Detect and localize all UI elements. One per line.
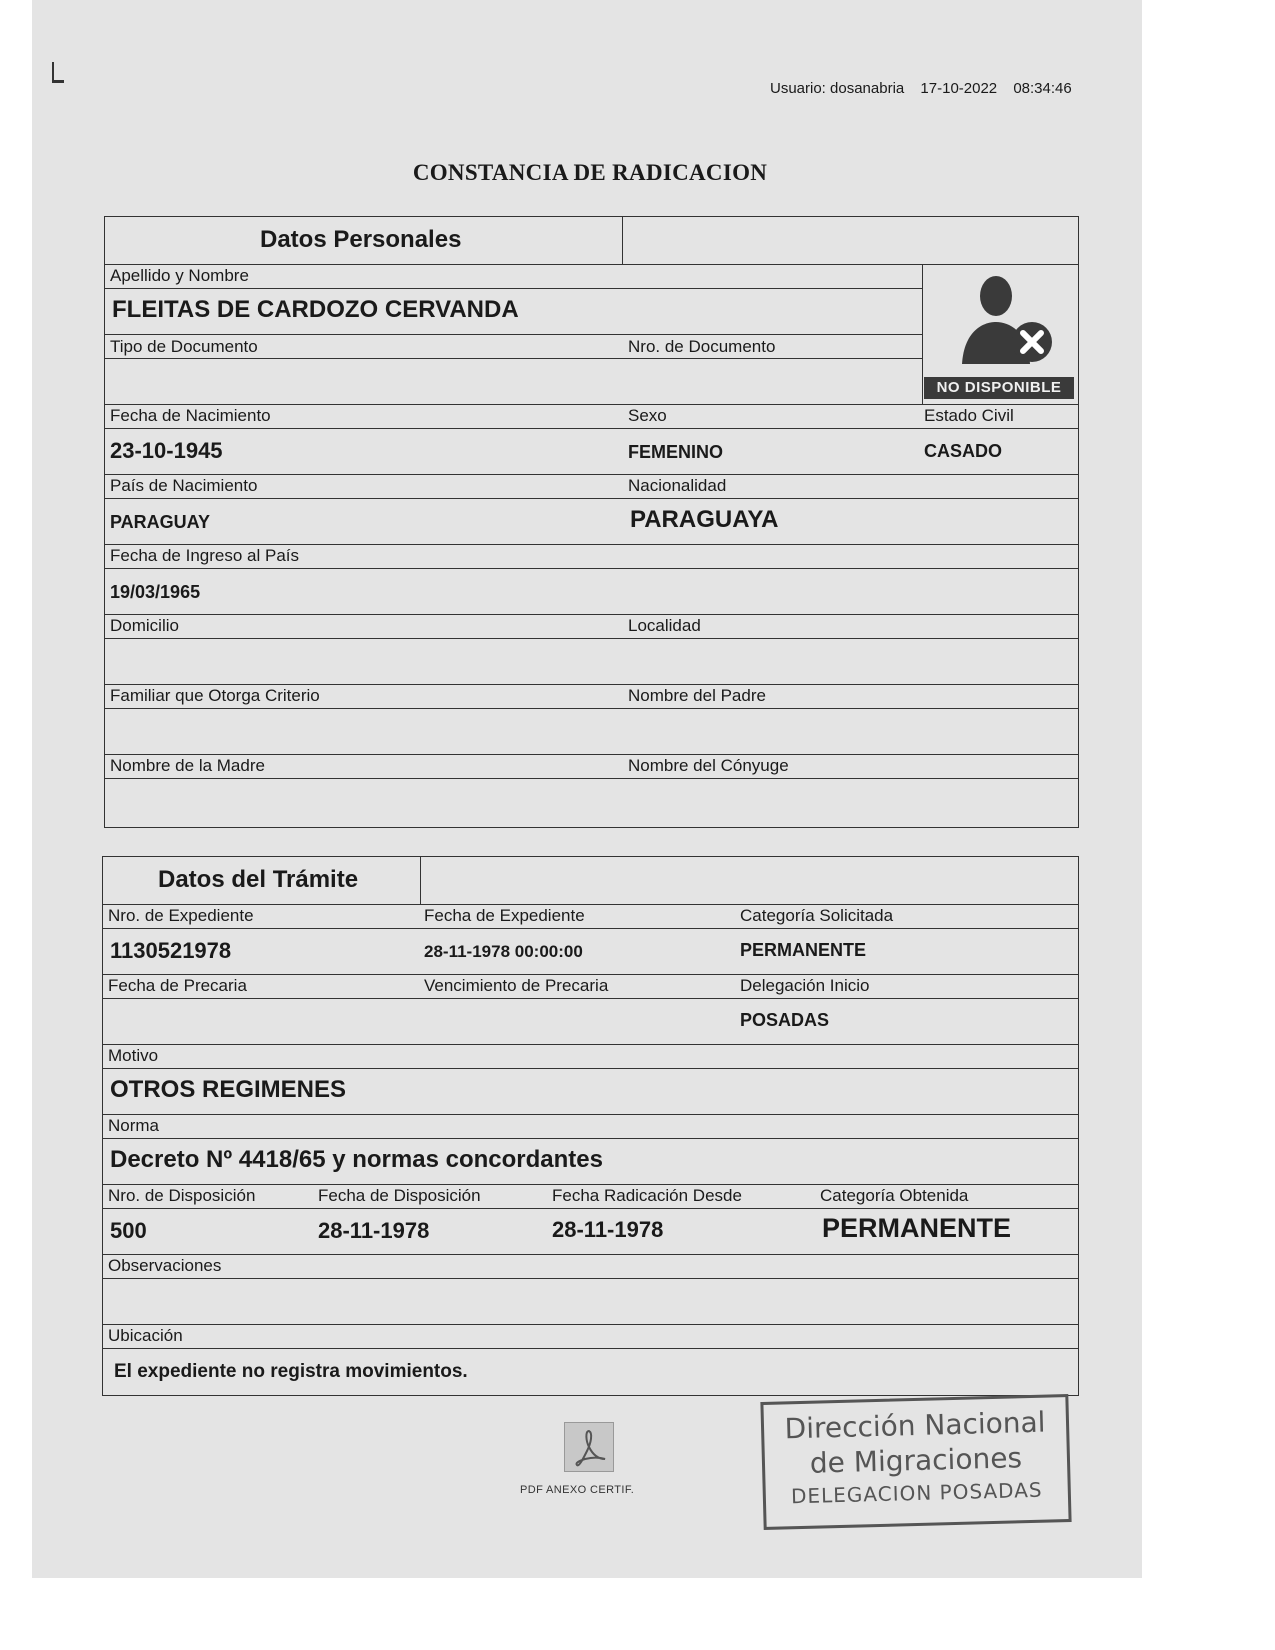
personal-section-title: Datos Personales: [260, 226, 462, 253]
stamp-line-2: de Migraciones: [809, 1441, 1023, 1480]
apellido-label: Apellido y Nombre: [110, 266, 249, 285]
tramite-data-box: [102, 856, 1079, 1396]
print-date: 17-10-2022: [920, 80, 998, 97]
fecha-precaria-label: Fecha de Precaria: [108, 976, 247, 995]
tipo-doc-label: Tipo de Documento: [110, 337, 258, 356]
user-stamp: [770, 80, 1084, 97]
fecha-ingreso-value: 19/03/1965: [110, 582, 201, 602]
localidad-label: Localidad: [628, 616, 701, 635]
pdf-glyph-icon: [565, 1423, 613, 1471]
norma-value: Decreto Nº 4418/65 y normas concordantes: [110, 1146, 603, 1173]
delegacion-label: Delegación Inicio: [740, 976, 870, 995]
nro-doc-label: Nro. de Documento: [628, 337, 776, 356]
expediente-label: Nro. de Expediente: [108, 906, 254, 925]
fecha-nac-value: 23-10-1945: [110, 438, 223, 463]
padre-label: Nombre del Padre: [628, 686, 766, 705]
ubicacion-label: Ubicación: [108, 1326, 183, 1345]
fecha-exp-value: 28-11-1978 00:00:00: [424, 942, 583, 961]
observaciones-label: Observaciones: [108, 1256, 222, 1275]
fecha-rad-value: 28-11-1978: [552, 1217, 664, 1242]
official-stamp: [760, 1394, 1071, 1530]
disposicion-value: 500: [110, 1218, 147, 1243]
categoria-sol-value: PERMANENTE: [740, 940, 867, 960]
nacionalidad-label: Nacionalidad: [628, 476, 727, 495]
categoria-sol-label: Categoría Solicitada: [740, 906, 894, 925]
fecha-disp-value: 28-11-1978: [318, 1218, 430, 1243]
pdf-icon[interactable]: [564, 1422, 614, 1472]
motivo-label: Motivo: [108, 1046, 159, 1065]
fecha-nac-label: Fecha de Nacimiento: [110, 406, 271, 425]
conyuge-label: Nombre del Cónyuge: [628, 756, 789, 775]
tramite-section-title: Datos del Trámite: [158, 866, 359, 893]
expediente-value: 1130521978: [110, 938, 232, 963]
pdf-caption[interactable]: PDF ANEXO CERTIF.: [520, 1484, 635, 1496]
sexo-value: FEMENINO: [628, 442, 724, 462]
domicilio-label: Domicilio: [110, 616, 179, 635]
fecha-exp-label: Fecha de Expediente: [424, 906, 585, 925]
familiar-label: Familiar que Otorga Criterio: [110, 686, 320, 705]
corner-mark: [52, 62, 64, 83]
estado-civil-label: Estado Civil: [924, 406, 1014, 425]
ubicacion-value: El expediente no registra movimientos.: [114, 1361, 468, 1382]
madre-label: Nombre de la Madre: [110, 756, 265, 775]
fecha-rad-label: Fecha Radicación Desde: [552, 1186, 742, 1205]
fecha-disp-label: Fecha de Disposición: [318, 1186, 481, 1205]
stamp-line-3: DELEGACION POSADAS: [790, 1477, 1043, 1509]
apellido-value: FLEITAS DE CARDOZO CERVANDA: [112, 296, 519, 323]
photo-status-badge: NO DISPONIBLE: [924, 377, 1074, 399]
photo-placeholder: [924, 274, 1076, 399]
user-unavailable-icon: [924, 274, 1074, 374]
print-time: 08:34:46: [1013, 80, 1072, 97]
estado-civil-value: CASADO: [924, 441, 1003, 461]
motivo-value: OTROS REGIMENES: [110, 1076, 347, 1103]
delegacion-value: POSADAS: [740, 1010, 830, 1030]
pais-nac-value: PARAGUAY: [110, 512, 211, 532]
pais-nac-label: País de Nacimiento: [110, 476, 258, 495]
user-name: Usuario: dosanabria: [770, 80, 905, 97]
categoria-obt-value: PERMANENTE: [822, 1213, 1012, 1243]
norma-label: Norma: [108, 1116, 160, 1135]
venc-precaria-label: Vencimiento de Precaria: [424, 976, 609, 995]
document-title: CONSTANCIA DE RADICACION: [412, 160, 768, 185]
stamp-line-1: Dirección Nacional: [784, 1405, 1046, 1446]
sexo-label: Sexo: [628, 406, 667, 425]
categoria-obt-label: Categoría Obtenida: [820, 1186, 969, 1205]
nacionalidad-value: PARAGUAYA: [630, 506, 779, 533]
disposicion-label: Nro. de Disposición: [108, 1186, 256, 1205]
fecha-ingreso-label: Fecha de Ingreso al País: [110, 546, 300, 565]
